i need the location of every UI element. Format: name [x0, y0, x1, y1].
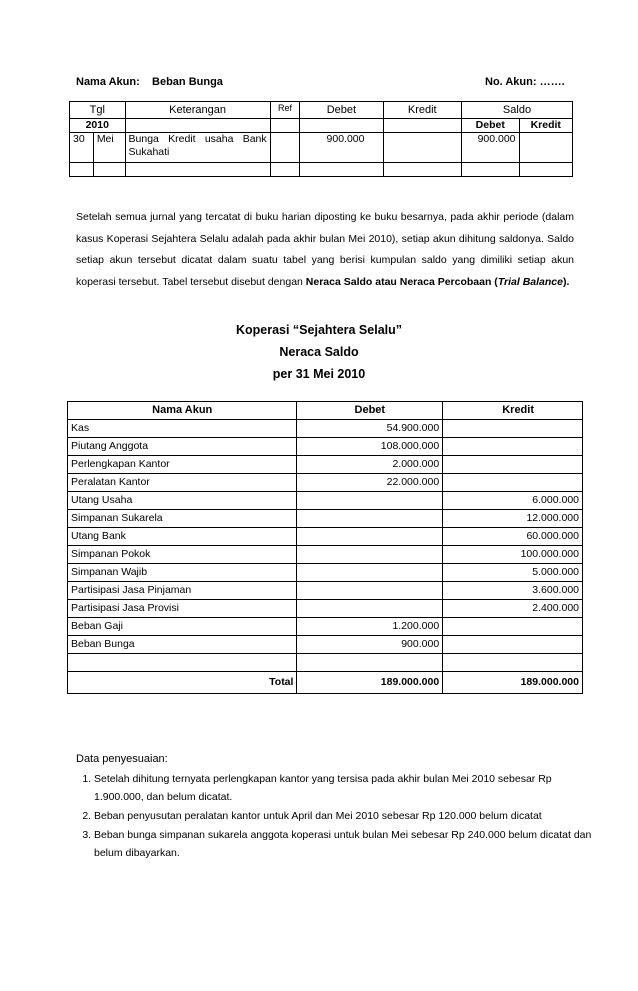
- kredit-cell: [443, 438, 583, 456]
- debet-cell: 108.000.000: [297, 438, 443, 456]
- debet-cell: [297, 492, 443, 510]
- kredit-cell: [443, 636, 583, 654]
- debet-cell: [297, 528, 443, 546]
- debet-cell: 900.000: [297, 636, 443, 654]
- account-name-cell: Simpanan Pokok: [68, 546, 297, 564]
- debet-cell: [297, 564, 443, 582]
- table-row: [68, 474, 583, 492]
- adjustment-title: Data penyesuaian:: [76, 753, 168, 765]
- saldo-kredit-header: Kredit: [519, 119, 572, 133]
- debet-cell: [297, 654, 443, 672]
- sub-empty: [300, 119, 383, 133]
- sub-empty: [125, 119, 270, 133]
- kredit-cell: 60.000.000: [443, 528, 583, 546]
- kredit-cell: [443, 456, 583, 474]
- kredit-cell: 100.000.000: [443, 546, 583, 564]
- table-row: [68, 654, 583, 672]
- account-name-cell: Perlengkapan Kantor: [68, 456, 297, 474]
- kredit-cell: 5.000.000: [443, 564, 583, 582]
- table-row: [68, 546, 583, 564]
- sub-empty: [383, 119, 461, 133]
- saldo-debet-cell: 900.000: [461, 133, 519, 163]
- total-kredit: 189.000.000: [443, 672, 583, 694]
- debet-cell: [297, 546, 443, 564]
- paragraph-italic: Trial Balance: [497, 275, 563, 288]
- account-name-cell: Utang Usaha: [68, 492, 297, 510]
- debet-cell: 1.200.000: [297, 618, 443, 636]
- debet-cell: 22.000.000: [297, 474, 443, 492]
- table-row: [68, 420, 583, 438]
- account-name-cell: Beban Bunga: [68, 636, 297, 654]
- account-number: No. Akun: …….: [485, 76, 565, 88]
- adjustment-item: 1. Setelah dihitung ternyata perlengkapan kantor yang tersisa pada akhir bulan Mei 2010 sebesar Rp 1.900.000, dan belum dicatat.: [94, 770, 594, 806]
- account-name-cell: Simpanan Wajib: [68, 564, 297, 582]
- col-keterangan: Keterangan: [125, 102, 270, 119]
- table-row: [68, 636, 583, 654]
- kredit-cell: [443, 618, 583, 636]
- table-row: [68, 438, 583, 456]
- ledger-subheader-row: [70, 119, 573, 133]
- col-saldo: Saldo: [461, 102, 572, 119]
- account-name-cell: [68, 654, 297, 672]
- table-row: [68, 564, 583, 582]
- kredit-cell: [443, 474, 583, 492]
- table-row: [68, 600, 583, 618]
- debet-cell: 2.000.000: [297, 456, 443, 474]
- table-row: [68, 510, 583, 528]
- table-row: [68, 582, 583, 600]
- day-cell: 30: [70, 133, 94, 163]
- paragraph-bold-1: Neraca Saldo atau Neraca Percobaan (: [305, 275, 498, 288]
- trial-header-row: [68, 402, 583, 420]
- total-debet: 189.000.000: [297, 672, 443, 694]
- saldo-kredit-cell: [519, 133, 572, 163]
- total-label: Total: [68, 672, 297, 694]
- col-kredit: Kredit: [383, 102, 461, 119]
- table-row: [68, 456, 583, 474]
- account-name-cell: Utang Bank: [68, 528, 297, 546]
- ledger-empty-row: [70, 163, 573, 177]
- kredit-cell: [443, 654, 583, 672]
- kredit-cell: 6.000.000: [443, 492, 583, 510]
- year-cell: 2010: [70, 119, 126, 133]
- ledger-row: [70, 133, 573, 163]
- col-ref: Ref: [270, 102, 300, 119]
- trial-title-company: Koperasi “Sejahtera Selalu”: [235, 323, 403, 337]
- account-name-cell: Piutang Anggota: [68, 438, 297, 456]
- table-row: [68, 528, 583, 546]
- month-cell: Mei: [93, 133, 125, 163]
- debet-cell: [297, 510, 443, 528]
- col-nama-akun: Nama Akun: [68, 402, 297, 420]
- adjustment-item: 3. Beban bunga simpanan sukarela anggota koperasi untuk bulan Mei sebesar Rp 240.000 belum dicatat dan belum dibayarkan.: [94, 826, 594, 862]
- debet-cell: [297, 582, 443, 600]
- paragraph-bold-2: ).: [563, 275, 570, 288]
- total-row: [68, 672, 583, 694]
- account-name-cell: Simpanan Sukarela: [68, 510, 297, 528]
- table-row: [68, 618, 583, 636]
- adjustment-item: 2. Beban penyusutan peralatan kantor untuk April dan Mei 2010 sebesar Rp 120.000 belum dicatat: [94, 807, 594, 825]
- trial-title-date: per 31 Mei 2010: [272, 367, 366, 381]
- account-name-cell: Partisipasi Jasa Provisi: [68, 600, 297, 618]
- trial-balance-table: [67, 401, 583, 694]
- kredit-cell: 3.600.000: [443, 582, 583, 600]
- col-kredit: Kredit: [443, 402, 583, 420]
- trial-title-name: Neraca Saldo: [279, 345, 359, 359]
- account-header: [76, 76, 223, 88]
- debet-cell: 54.900.000: [297, 420, 443, 438]
- sub-empty: [270, 119, 300, 133]
- kredit-cell: [443, 420, 583, 438]
- adjustment-list: [76, 770, 594, 863]
- account-label: Nama Akun:: [76, 76, 140, 88]
- account-name-cell: Peralatan Kantor: [68, 474, 297, 492]
- table-row: [68, 492, 583, 510]
- paragraph-text: Setelah semua jurnal yang tercatat di buku harian diposting ke buku besarnya, pada akhir periode (dalam kasus Koperasi Sejahtera Selalu adalah pada akhir bulan Mei 2010), setiap akun dihitung saldonya. Saldo setiap akun tersebut dicatat dalam suatu tabel yang berisi kumpulan saldo yang dimiliki setiap akun koperasi tersebut. Tabel tersebut disebut dengan: [76, 211, 574, 288]
- kredit-cell: [383, 133, 461, 163]
- debet-cell: [297, 600, 443, 618]
- ref-cell: [270, 133, 300, 163]
- debet-cell: 900.000: [300, 133, 383, 163]
- kredit-cell: 2.400.000: [443, 600, 583, 618]
- col-debet: Debet: [297, 402, 443, 420]
- col-tgl: Tgl: [70, 102, 126, 119]
- ledger-header-row: [70, 102, 573, 119]
- account-name-cell: Kas: [68, 420, 297, 438]
- explanation-paragraph: [76, 207, 574, 293]
- account-name-cell: Partisipasi Jasa Pinjaman: [68, 582, 297, 600]
- col-debet: Debet: [300, 102, 383, 119]
- account-name-cell: Beban Gaji: [68, 618, 297, 636]
- description-cell: Bunga Kredit usaha Bank Sukahati: [125, 133, 270, 163]
- ledger-table: [69, 101, 573, 177]
- kredit-cell: 12.000.000: [443, 510, 583, 528]
- saldo-debet-header: Debet: [461, 119, 519, 133]
- account-name: Beban Bunga: [152, 76, 223, 88]
